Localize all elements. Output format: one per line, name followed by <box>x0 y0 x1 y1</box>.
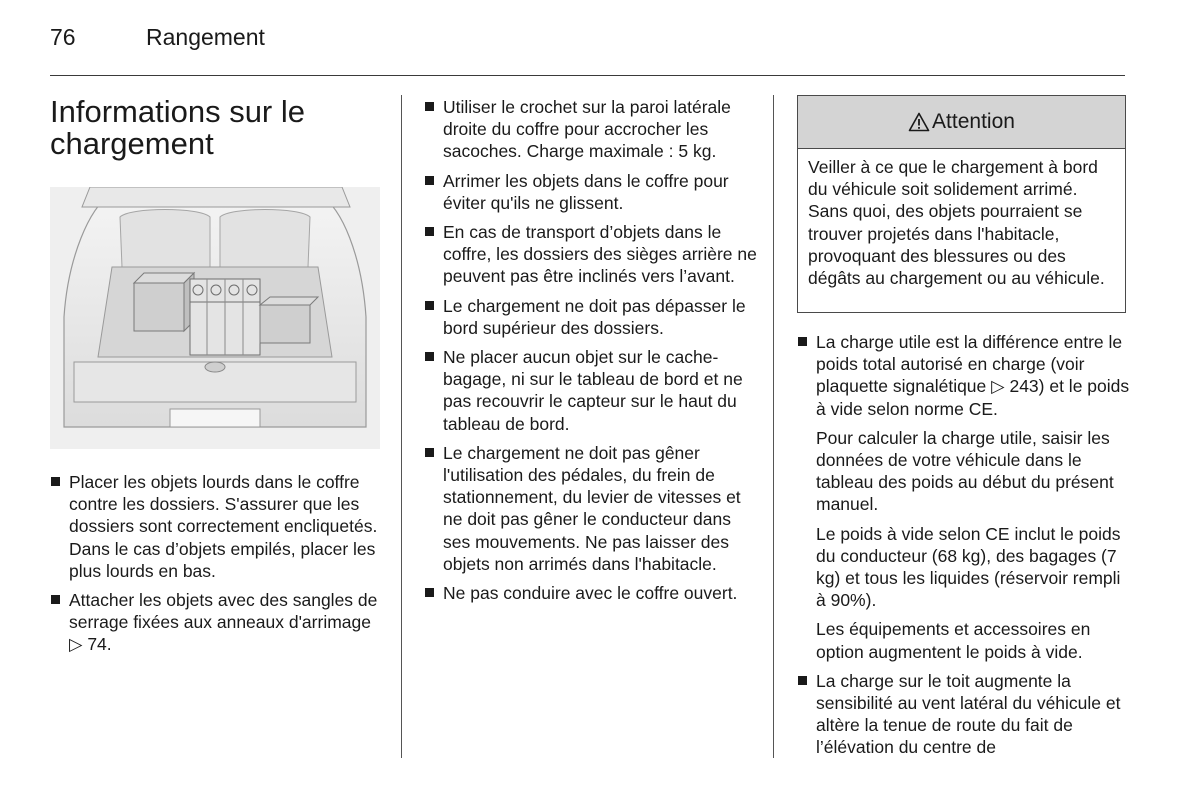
list-item <box>424 582 760 604</box>
bullet-square-icon <box>51 595 60 604</box>
column-divider <box>401 95 402 758</box>
bullet-square-icon <box>425 352 434 361</box>
list-item-text: Utiliser le crochet sur la paroi latérale droite du coffre pour accrocher les sacoches. Charge maximale : 5 kg. <box>443 97 731 162</box>
list-item-text: Placer les objets lourds dans le coffre contre les dossiers. S'assurer que les dossiers sont correctement encliquetés. Dans le cas d’objets empilés, placer les plus lourds en bas. <box>69 472 378 581</box>
list-item-text: Ne pas conduire avec le coffre ouvert. <box>443 583 738 604</box>
list-item-text: La charge utile est la différence entre le poids total autorisé en charge (voir plaquette signalétique ▷ 243) et le poids à vide selon norme CE. <box>816 332 1130 419</box>
list-item <box>797 331 1131 420</box>
list-item <box>424 96 760 163</box>
list-item-text: Le chargement ne doit pas dépasser le bord supérieur des dossiers. <box>443 295 746 338</box>
header-divider <box>50 75 1125 76</box>
trunk-loading-illustration <box>50 187 380 449</box>
list-item <box>50 589 386 656</box>
list-item-text: Le chargement ne doit pas gêner l'utilisation des pédales, du frein de stationnement, du levier de vitesses et ne doit pas gêner le conducteur dans ses mouvements. Ne pas laisser des objets non arrimés dans l'habitacle. <box>443 442 741 574</box>
list-item <box>797 670 1131 759</box>
list-item-text: La charge sur le toit augmente la sensibilité au vent latéral du véhicule et altère la tenue de route du fait de l’élévation du centre de <box>816 670 1121 758</box>
list-item-text: Arrimer les objets dans le coffre pour éviter qu'ils ne glissent. <box>443 170 729 213</box>
bullet-square-icon <box>51 477 60 486</box>
section-title: Rangement <box>146 24 265 50</box>
bullet-square-icon <box>798 676 807 685</box>
paragraph: Le poids à vide selon CE inclut le poids du conducteur (68 kg), des bagages (7 kg) et tous les liquides (réservoir rempli à 90%). <box>816 523 1121 611</box>
bullet-square-icon <box>425 176 434 185</box>
paragraph: Les équipements et accessoires en option augmentent le poids à vide. <box>816 619 1091 662</box>
attention-text: Veiller à ce que le chargement à bord du véhicule soit solidement arrimé. Sans quoi, des objets pourraient se trouver projetés dans l'habitacle, provoquant des blessures ou des dégâts au chargement ou au véhicule. <box>808 157 1105 289</box>
list-item-text: Attacher les objets avec des sangles de serrage fixées aux anneaux d'arrimage ▷ 74. <box>69 590 378 655</box>
attention-label: Attention <box>932 110 1015 133</box>
bullet-square-icon <box>425 301 434 310</box>
list-item <box>424 346 760 435</box>
bullet-square-icon <box>425 588 434 597</box>
bullet-square-icon <box>425 227 434 236</box>
bullet-square-icon <box>425 102 434 111</box>
column-middle <box>424 96 760 611</box>
list-item <box>424 442 760 575</box>
page-title: Informations sur le chargement <box>50 94 305 161</box>
column-divider <box>773 95 774 758</box>
column-right <box>797 331 1131 766</box>
warning-triangle-icon <box>908 112 930 132</box>
list-item-text: En cas de transport d’objets dans le coffre, les dossiers des sièges arrière ne peuvent pas être inclinés vers l’avant. <box>443 222 757 287</box>
list-item <box>424 295 760 339</box>
bullet-square-icon <box>798 337 807 346</box>
list-item <box>424 221 760 288</box>
bullet-square-icon <box>425 448 434 457</box>
column-left <box>50 471 386 663</box>
page-number: 76 <box>50 24 76 50</box>
list-item-text: Ne placer aucun objet sur le cache-bagage, ni sur le tableau de bord et ne pas recouvrir le capteur sur le haut du tableau de bord. <box>443 347 743 434</box>
list-item <box>50 471 386 582</box>
attention-box <box>797 95 1126 313</box>
list-item <box>424 170 760 214</box>
paragraph: Pour calculer la charge utile, saisir les données de votre véhicule dans le tableau des poids au début du présent manuel. <box>816 427 1114 515</box>
attention-header <box>798 96 1125 149</box>
